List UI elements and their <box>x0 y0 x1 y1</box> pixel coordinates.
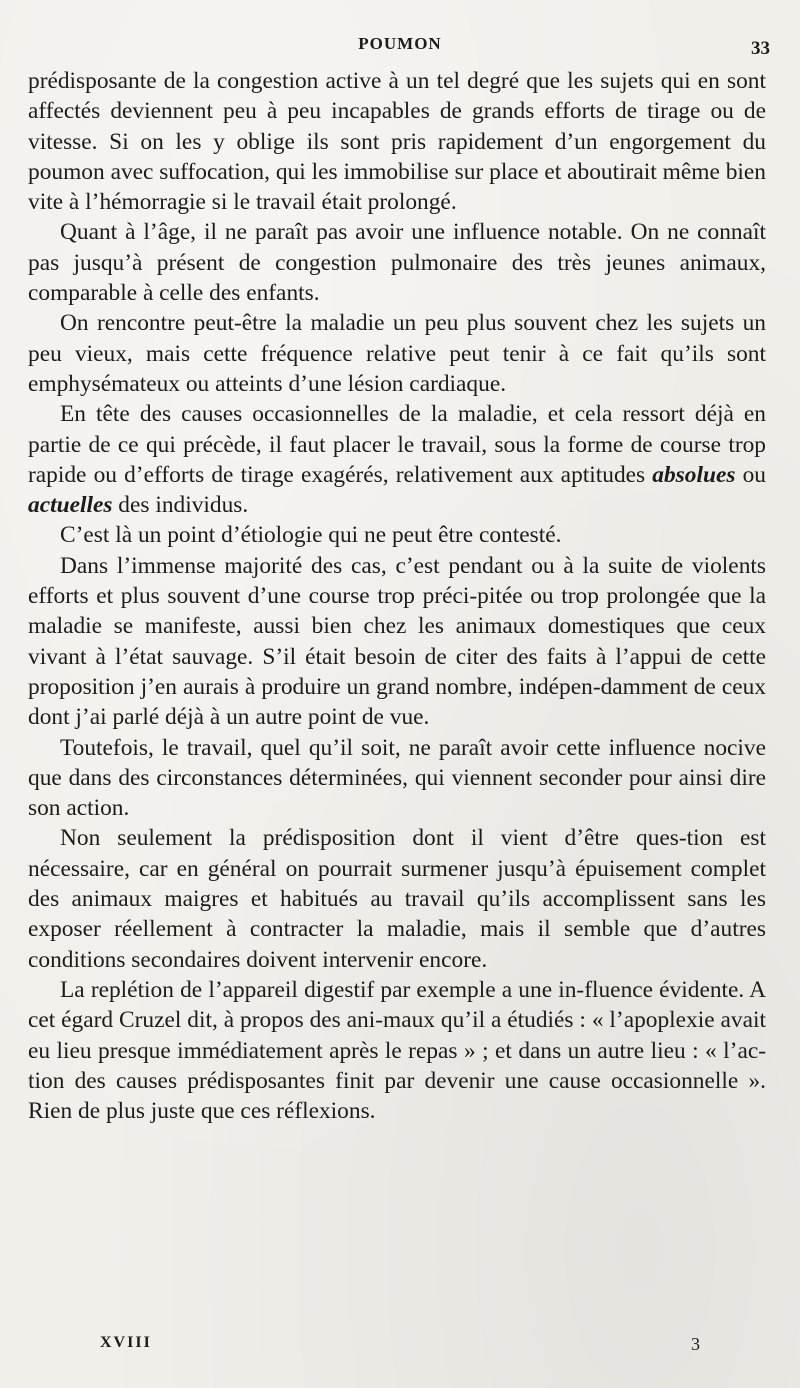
text-run: En tête des causes occasionnelles de la maladie, et cela ressort déjà en partie de ce qui précède, il faut placer le travail, sous la forme de course trop rapide ou d’efforts de tirage exagérés, relativement aux aptitudes <box>28 401 766 488</box>
italic-text: actuelles <box>28 492 113 519</box>
paragraph <box>28 520 766 550</box>
italic-text: absolues <box>652 461 736 488</box>
page-number: 33 <box>751 38 770 59</box>
paragraph <box>28 66 766 217</box>
text-run: Dans l’immense majorité des cas, c’est pendant ou à la suite de violents efforts et plus souvent d’une course trop préci-pitée ou trop prolongée que la maladie se manifeste, aussi bien chez les animaux domestiques que ceux vivant à l’état sauvage. S’il était besoin de citer des faits à l’appui de cette proposition j’en aurais à produire un grand nombre, indépen-damment de ceux dont j’ai parlé déjà à un autre point de vue. <box>28 552 766 731</box>
text-run: prédisposante de la congestion active à un tel degré que les sujets qui en sont affectés deviennent peu à peu incapables de grands efforts de tirage ou de vitesse. Si on les y oblige ils sont pris rapidement d’un engorgement du poumon avec suffocation, qui les immobilise sur place et aboutirait même bien vite à l’hémorragie si le travail était prolongé. <box>28 68 766 216</box>
paragraph <box>28 823 766 974</box>
paragraph <box>28 551 766 733</box>
text-run: C’est là un point d’étiologie qui ne peut être contesté. <box>60 522 562 549</box>
signature-mark: XVIII <box>100 1334 152 1351</box>
text-run: La replétion de l’appareil digestif par exemple a une in-fluence évidente. A cet égard Cruzel dit, à propos des ani-maux qu’il a étudiés : « l’apoplexie avait eu lieu presque immédiatement après le repas » ; et dans un autre lieu : « l’ac-tion des causes prédisposantes finit par devenir une cause occasionnelle ». Rien de plus juste que ces réflexions. <box>28 976 766 1125</box>
paragraph <box>28 975 766 1126</box>
running-head: POUMON <box>358 34 442 53</box>
text-run: Toutefois, le travail, quel qu’il soit, ne paraît avoir cette influence nocive que dans des circonstances déterminées, qui viennent seconder pour ainsi dire son action. <box>28 734 766 822</box>
text-run: Non seulement la prédisposition dont il vient d’être ques-tion est nécessaire, car en général on pourrait surmener jusqu’à épuisement complet des animaux maigres et habitués au travail qu’ils accomplissent sans les exposer réellement à contracter la maladie, mais il semble que d’autres conditions secondaires doivent intervenir encore. <box>28 825 766 973</box>
paragraph <box>28 733 766 824</box>
page-footer <box>0 1334 800 1364</box>
text-run: On rencontre peut-être la maladie un peu plus souvent chez les sujets un peu vieux, mais cette fréquence relative peut tenir à ce fait qu’ils sont emphysémateux ou atteints d’une lésion cardiaque. <box>28 310 766 397</box>
paragraph <box>28 399 766 520</box>
body-text <box>28 66 766 1126</box>
text-run: ou <box>735 461 766 488</box>
text-run: Quant à l’âge, il ne paraît pas avoir une influence notable. On ne connaît pas jusqu’à présent de congestion pulmonaire des très jeunes animaux, comparable à celle des enfants. <box>28 219 766 307</box>
paragraph <box>28 217 766 308</box>
sheet-number: 3 <box>691 1334 700 1354</box>
paragraph <box>28 308 766 399</box>
text-run: des individus. <box>112 492 249 519</box>
page-header <box>0 30 800 64</box>
